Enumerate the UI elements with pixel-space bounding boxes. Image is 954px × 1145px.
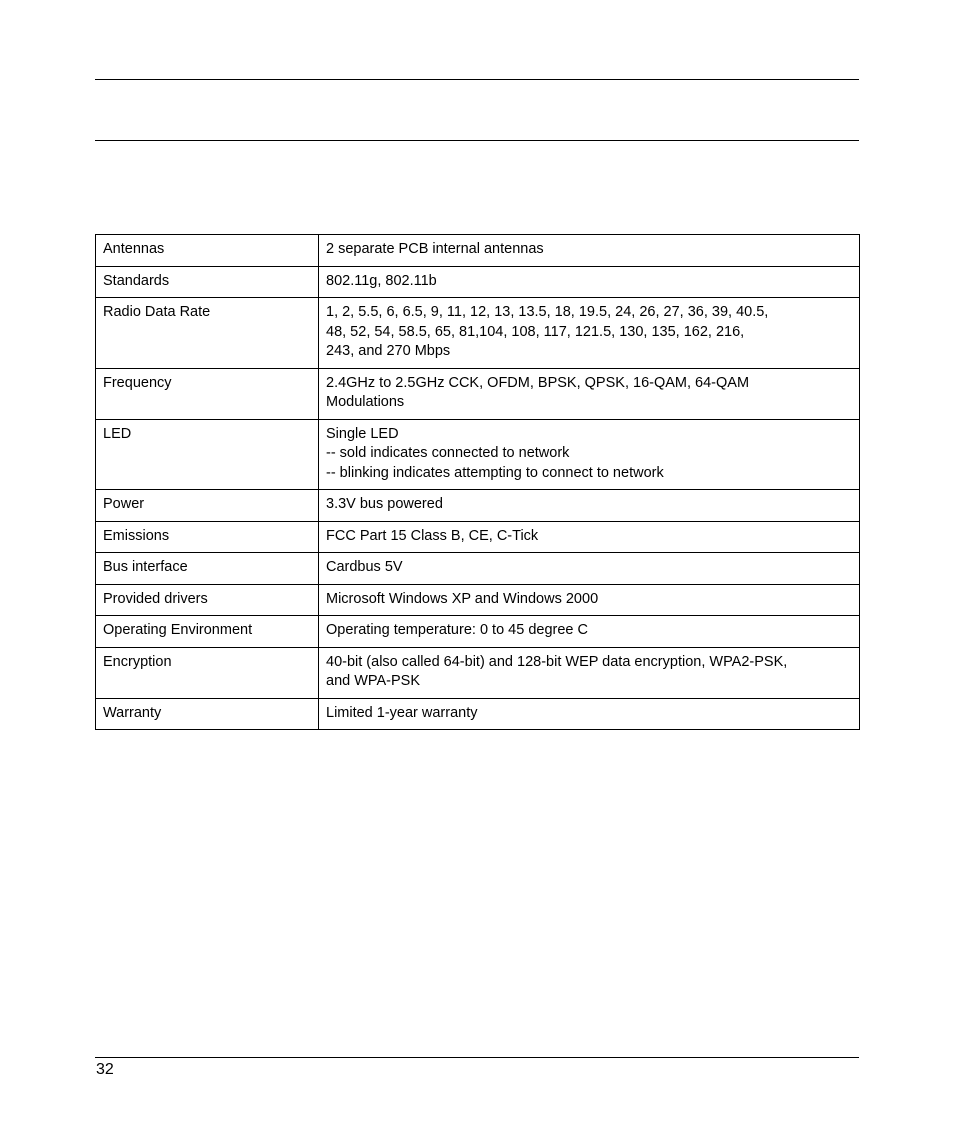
spec-value: 2.4GHz to 2.5GHz CCK, OFDM, BPSK, QPSK, 16-QAM, 64-QAM Modulations bbox=[319, 368, 860, 419]
spec-label: Emissions bbox=[96, 521, 319, 553]
header-rule-top bbox=[95, 79, 859, 80]
spec-label: Operating Environment bbox=[96, 616, 319, 648]
table-row bbox=[96, 521, 860, 553]
table-row bbox=[96, 584, 860, 616]
specifications-table bbox=[95, 234, 860, 730]
table-row bbox=[96, 698, 860, 730]
spec-label: Provided drivers bbox=[96, 584, 319, 616]
spec-value: 1, 2, 5.5, 6, 6.5, 9, 11, 12, 13, 13.5, 18, 19.5, 24, 26, 27, 36, 39, 40.5, 48, 52, 54, 58.5, 65, 81,104, 108, 117, 121.5, 130, 135, 162, 216, 243, and 270 Mbps bbox=[319, 298, 860, 369]
spec-value: 40-bit (also called 64-bit) and 128-bit WEP data encryption, WPA2-PSK, and WPA-PSK bbox=[319, 647, 860, 698]
spec-value: Single LED -- sold indicates connected to network -- blinking indicates attempting to connect to network bbox=[319, 419, 860, 490]
spec-value: 3.3V bus powered bbox=[319, 490, 860, 522]
spec-value: 802.11g, 802.11b bbox=[319, 266, 860, 298]
spec-label: Bus interface bbox=[96, 553, 319, 585]
spec-label: Standards bbox=[96, 266, 319, 298]
spec-value: Cardbus 5V bbox=[319, 553, 860, 585]
spec-label: Warranty bbox=[96, 698, 319, 730]
spec-label: Frequency bbox=[96, 368, 319, 419]
spec-value: Operating temperature: 0 to 45 degree C bbox=[319, 616, 860, 648]
spec-label: LED bbox=[96, 419, 319, 490]
page-number: 32 bbox=[96, 1061, 114, 1078]
table-row bbox=[96, 490, 860, 522]
spec-label: Encryption bbox=[96, 647, 319, 698]
table-row bbox=[96, 298, 860, 369]
table-row bbox=[96, 235, 860, 267]
header-rule-bottom bbox=[95, 140, 859, 141]
spec-label: Radio Data Rate bbox=[96, 298, 319, 369]
spec-value: Microsoft Windows XP and Windows 2000 bbox=[319, 584, 860, 616]
footer-rule bbox=[95, 1057, 859, 1058]
table-row bbox=[96, 266, 860, 298]
spec-label: Power bbox=[96, 490, 319, 522]
table-row bbox=[96, 647, 860, 698]
table-row bbox=[96, 616, 860, 648]
spec-label: Antennas bbox=[96, 235, 319, 267]
table-row bbox=[96, 553, 860, 585]
spec-value: 2 separate PCB internal antennas bbox=[319, 235, 860, 267]
table-row bbox=[96, 368, 860, 419]
spec-value: FCC Part 15 Class B, CE, C-Tick bbox=[319, 521, 860, 553]
table-row bbox=[96, 419, 860, 490]
spec-value: Limited 1-year warranty bbox=[319, 698, 860, 730]
